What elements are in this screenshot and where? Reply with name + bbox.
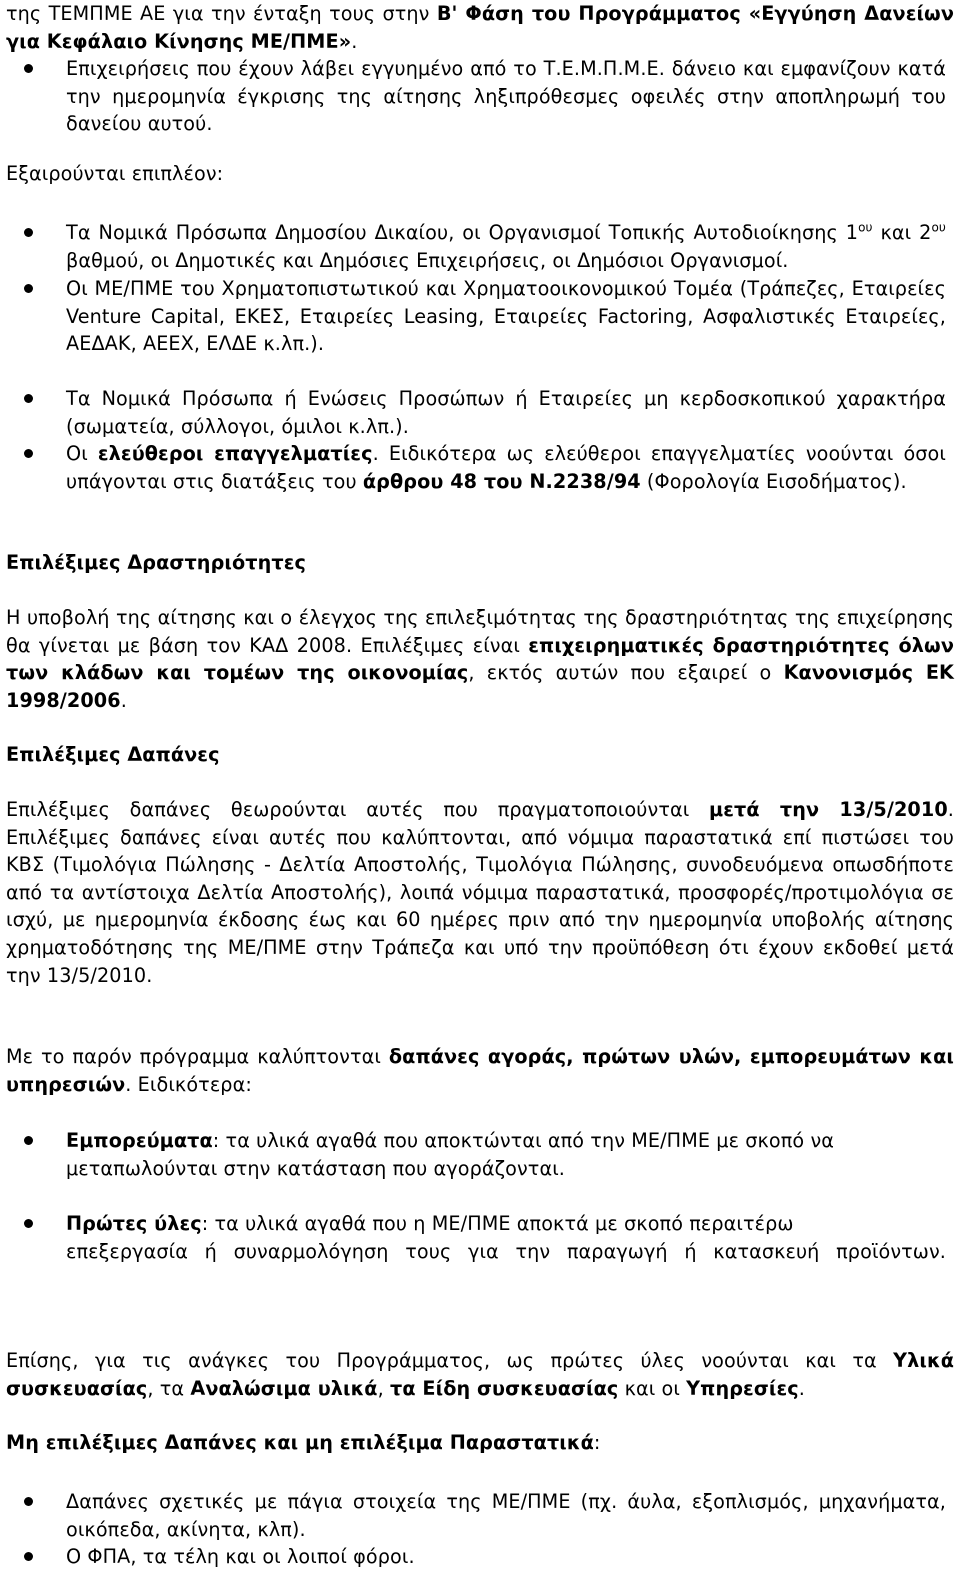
packaging-items-term: τα Είδη συσκευασίας <box>390 1376 619 1400</box>
raw-line-1 <box>66 1210 946 1238</box>
packaging-paragraph <box>6 1347 954 1402</box>
consumables-term: Αναλώσιμα υλικά <box>190 1376 378 1400</box>
bullet-icon <box>24 449 33 458</box>
item-text: (Φορολογία Εισοδήματος). <box>640 469 907 493</box>
intro-paragraph <box>6 0 954 55</box>
expenses-paragraph <box>6 796 954 989</box>
goods-line-1 <box>66 1127 946 1155</box>
paragraph-text: . <box>798 1376 805 1400</box>
list-item-goods <box>66 1127 946 1182</box>
bullet-icon <box>24 284 33 293</box>
intro-period: . <box>351 29 358 53</box>
heading-colon: : <box>593 1431 601 1454</box>
bullet-icon <box>24 1219 33 1228</box>
paragraph-text: Επίσης, για τις ανάγκες του Προγράμματος, ως πρώτες ύλες νοούνται και τα <box>6 1349 894 1372</box>
exclusions-heading: Εξαιρούνται επιπλέον: <box>6 162 224 185</box>
intro-text: της ΤΕΜΠΜΕ ΑΕ για την ένταξη τους στην <box>6 2 437 25</box>
paragraph-text: Επιλέξιμες δαπάνες θεωρούνται αυτές που πραγματοποιούνται <box>6 798 709 821</box>
item-text: Οι <box>66 442 98 465</box>
non-eligible-heading-text: Μη επιλέξιμες Δαπάνες και μη επιλέξιμα Παραστατικά <box>6 1431 594 1454</box>
raw-line-2: επεξεργασία ή συναρμολόγηση τους για την παραγωγή ή κατασκευή προϊόντων. <box>66 1239 946 1263</box>
paragraph-text: . <box>120 688 127 712</box>
list-item-public-entities <box>66 219 946 274</box>
bullet-icon <box>24 1136 33 1145</box>
services-term: Υπηρεσίες <box>686 1376 799 1400</box>
item-text: . Ειδικότερα ως ελεύθεροι επαγγελματίες νοούνται όσοι υπάγονται στις διατάξεις του <box>66 442 946 493</box>
bullet-icon <box>24 1497 33 1506</box>
goods-term: Εμπορεύματα <box>66 1129 213 1152</box>
list-item-taxes: Ο ΦΠΑ, τα τέλη και οι λοιποί φόροι. <box>66 1545 415 1568</box>
list-item-freelancers <box>66 440 946 495</box>
item-text: Τα Νομικά Πρόσωπα Δημοσίου Δικαίου, οι Οργανισμοί Τοπικής Αυτοδιοίκησης 1 <box>66 221 859 244</box>
eligibility-date: μετά την 13/5/2010 <box>709 798 948 821</box>
paragraph-text: Η υποβολή της αίτησης και ο έλεγχος της επιλεξιμότητας της δραστηριότητας της επιχείρησης θα γίνεται με βάση τον ΚΑΔ 2008. Επιλέξιμες είναι <box>6 606 954 657</box>
non-eligible-heading <box>6 1429 954 1457</box>
item-text: βαθμού, οι Δημοτικές και Δημόσιες Επιχειρήσεις, οι Δημόσιοι Οργανισμοί. <box>66 248 789 272</box>
raw-materials-term: Πρώτες ύλες <box>66 1212 202 1235</box>
packaging-materials-term: Υλικά συσκευασίας <box>6 1349 954 1400</box>
paragraph-text: , εκτός αυτών που εξαιρεί ο <box>468 661 784 685</box>
paragraph-text: . Ειδικότερα: <box>125 1072 252 1096</box>
item-text: : τα υλικά αγαθά που η ΜΕ/ΠΜΕ αποκτά με σκοπό περαιτέρω <box>201 1212 794 1235</box>
activities-heading: Επιλέξιμες Δραστηριότητες <box>6 551 306 574</box>
ordinal-suffix: ου <box>858 220 873 235</box>
regulation-reference: Κανονισμός ΕΚ 1998/2006 <box>6 661 955 712</box>
list-item-raw-materials <box>66 1210 946 1265</box>
list-item-financial-sector: Οι ΜΕ/ΠΜΕ του Χρηματοπιστωτικού και Χρηματοοικονομικού Τομέα (Τράπεζες, Εταιρείες Venture Capital, ΕΚΕΣ, Εταιρείες Leasing, Εταιρείες Factoring, Ασφαλιστικές Εταιρείες, ΑΕΔΑΚ, ΑΕΕΧ, ΕΛΔΕ κ.λπ.). <box>66 277 946 356</box>
activities-paragraph <box>6 604 954 714</box>
freelancers-term: ελεύθεροι επαγγελματίες <box>97 442 373 465</box>
bullet-icon <box>24 64 33 73</box>
item-text: : τα υλικά αγαθά που αποκτώνται από την ΜΕ/ΠΜΕ με σκοπό να <box>212 1129 835 1152</box>
covered-expenses-paragraph <box>6 1043 954 1098</box>
list-item-non-profit: Τα Νομικά Πρόσωπα ή Ενώσεις Προσώπων ή Εταιρείες μη κερδοσκοπικού χαρακτήρα (σωματεία, σύλλογοι, όμιλοι κ.λπ.). <box>66 387 946 438</box>
paragraph-text: . Επιλέξιμες δαπάνες είναι αυτές που καλύπτονται, από νόμιμα παραστατικά επί πιστώσει του ΚΒΣ (Τιμολόγια Πώλησης - Δελτία Αποστολής, Τιμολόγια Πώλησης, συνοδευόμενα οπωσδήποτε από τα αντίστοιχα Δελτία Αποστολής), λοιπά νόμιμα παραστατικά, προσφορές/προτιμολόγια σε ισχύ, με ημερομηνία έκδοσης έως και 60 ημέρες πριν από την ημερομηνία υποβολής αίτησης χρηματοδότησης της ΜΕ/ΠΜΕ στην Τράπεζα και υπό την προϋπόθεση ότι έχουν εκδοθεί μετά την 13/5/2010. <box>6 798 954 987</box>
bullet-icon <box>24 1552 33 1561</box>
programme-name: Β' Φάση του Προγράμματος «Εγγύηση Δανείων για Κεφάλαιο Κίνησης ΜΕ/ΠΜΕ» <box>6 2 955 53</box>
paragraph-text: , τα <box>147 1376 191 1400</box>
paragraph-text: Με το παρόν πρόγραμμα καλύπτονται <box>6 1045 389 1068</box>
paragraph-text: , <box>377 1376 390 1400</box>
expenses-heading: Επιλέξιμες Δαπάνες <box>6 743 220 766</box>
ordinal-suffix: ου <box>931 220 946 235</box>
covered-expenses-term: δαπάνες αγοράς, πρώτων υλών, εμπορευμάτων και υπηρεσιών <box>6 1045 954 1096</box>
law-reference: άρθρου 48 του Ν.2238/94 <box>362 469 641 493</box>
eligible-activities-term: επιχειρηματικές δραστηριότητες όλων των κλάδων και τομέων της οικονομίας <box>6 633 954 685</box>
paragraph-text: και οι <box>618 1376 687 1400</box>
bullet-icon <box>24 394 33 403</box>
goods-line-2: μεταπωλούνται στην κατάσταση που αγοράζονται. <box>66 1156 565 1180</box>
list-item-overdue-loans: Επιχειρήσεις που έχουν λάβει εγγυημένο από το Τ.Ε.Μ.Π.Μ.Ε. δάνειο και εμφανίζουν κατά την ημερομηνία έγκρισης της αίτησης ληξιπρόθεσμες οφειλές στην αποπληρωμή του δανείου αυτού. <box>66 57 946 136</box>
item-text: και 2 <box>872 221 932 244</box>
list-item-fixed-assets: Δαπάνες σχετικές με πάγια στοιχεία της ΜΕ/ΠΜΕ (πχ. άυλα, εξοπλισμός, μηχανήματα, οικόπεδα, ακίνητα, κλπ). <box>66 1490 946 1541</box>
bullet-icon <box>24 228 33 237</box>
